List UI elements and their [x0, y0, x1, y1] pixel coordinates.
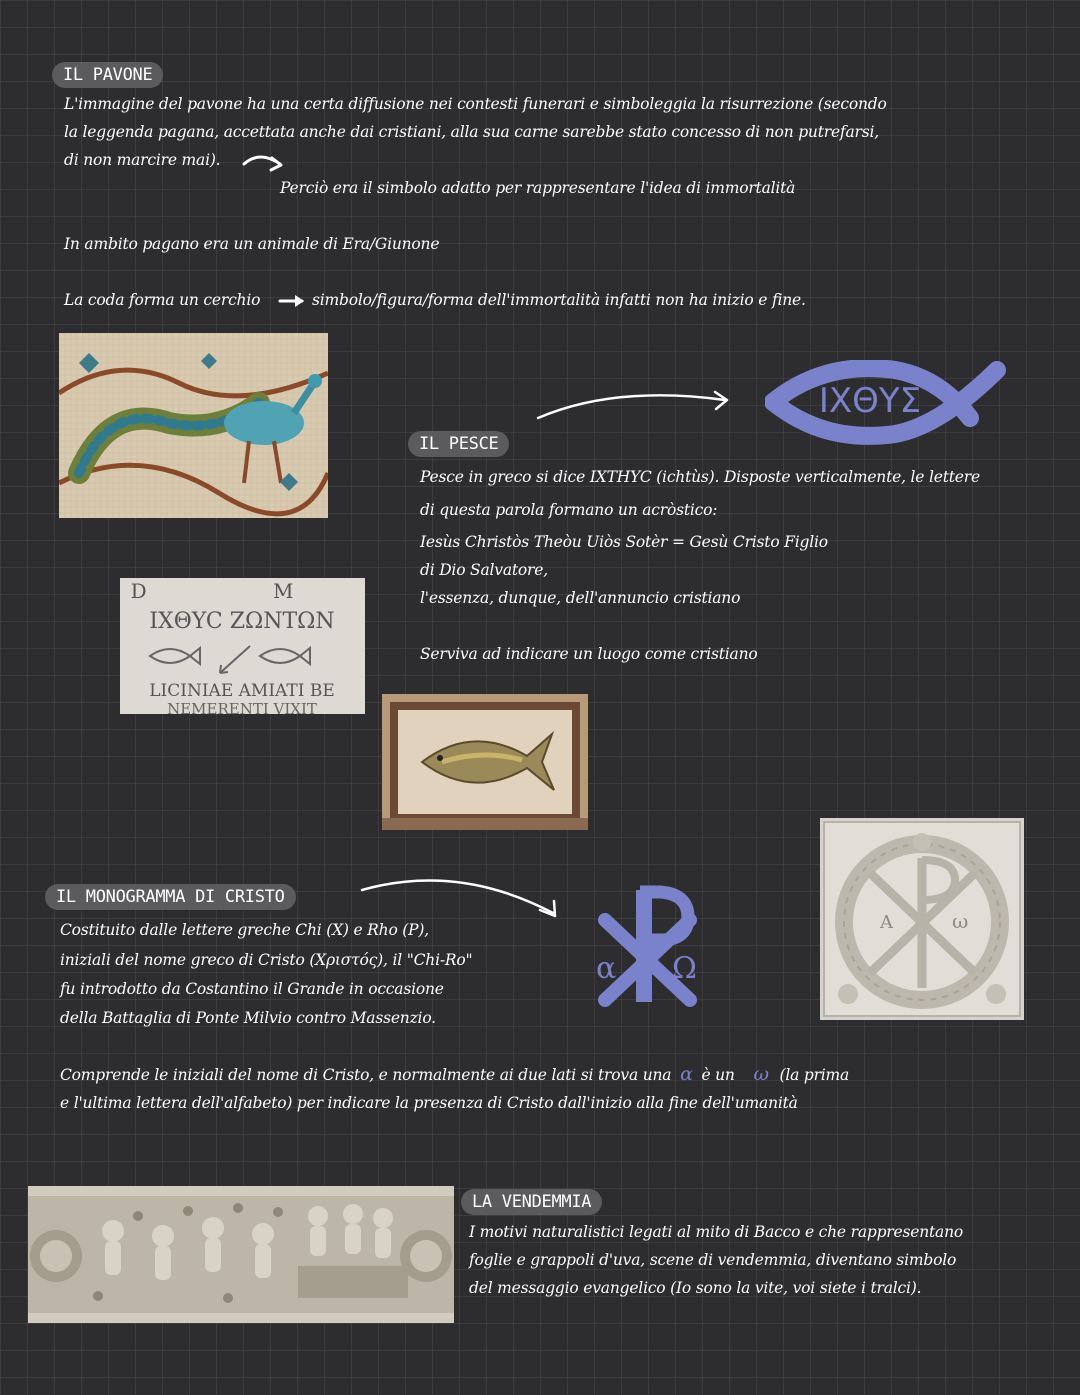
vendemmia-line-3: del messaggio evangelico (Io sono la vite, voi siete i tralci).: [469, 1279, 922, 1297]
inscription-line-latin-1: LICINIAE AMIATI BE: [149, 681, 335, 701]
curved-arrow-icon: [535, 380, 735, 425]
comprende-line-2: e l'ultima lettera dell'alfabeto) per indicare la presenza di Cristo dall'inizio alla fine dell'umanità: [60, 1094, 798, 1112]
comprende-text-b: è un: [701, 1066, 735, 1084]
pavone-pagan: In ambito pagano era un animale di Era/Giunone: [64, 235, 440, 253]
pesce-line-1: Pesce in greco si dice IXTHYC (ichtùs). Disposte verticalmente, le lettere: [420, 468, 980, 486]
pavone-line-1: L'immagine del pavone ha una certa diffusione nei contesti funerari e simboleggia la risurrezione (secondo: [64, 95, 887, 113]
chi-rho-icon: [580, 880, 715, 1010]
ichthys-logo-text: IXΘYΣ: [818, 381, 922, 421]
heading-pavone: IL PAVONE: [52, 62, 163, 88]
curved-arrow-icon: [240, 150, 286, 176]
pavone-tail-a: La coda forma un cerchio: [64, 291, 261, 309]
pavone-line-2: la leggenda pagana, accettata anche dai cristiani, alla sua carne sarebbe stato concesso di non putrefarsi,: [64, 123, 879, 141]
comprende-text-a: Comprende le iniziali del nome di Cristo, e normalmente ai due lati si trova una: [60, 1066, 672, 1084]
vendemmia-line-1: I motivi naturalistici legati al mito di Bacco e che rappresentano: [469, 1223, 963, 1241]
inscription-dm: D M: [130, 579, 354, 603]
comprende-omega-symbol: ω: [753, 1063, 769, 1085]
relief-alpha: A: [880, 912, 893, 933]
vendemmia-sarcophagus-image: [28, 1186, 454, 1323]
pavone-conclusion: Perciò era il simbolo adatto per rappresentare l'idea di immortalità: [280, 179, 796, 197]
monogramma-line-1: Costituito dalle lettere greche Chi (X) e Rho (P),: [60, 921, 429, 939]
arrow-right-icon: [278, 292, 308, 310]
heading-vendemmia: LA VENDEMMIA: [461, 1189, 602, 1215]
chi-rho-relief-image: [820, 818, 1024, 1020]
comprende-line-1: [60, 1060, 849, 1089]
inscription-line-greek: IXΘYC ZΩNTΩN: [149, 609, 335, 634]
alpha-symbol: α: [596, 951, 617, 986]
pavone-line-3: di non marcire mai).: [64, 151, 221, 169]
monogramma-line-3: fu introdotto da Costantino il Grande in occasione: [60, 980, 444, 998]
ichthys-inscription-image: [120, 578, 365, 714]
pesce-line-2: di questa parola formano un acròstico:: [420, 501, 718, 519]
pesce-line-3: Iesùs Christòs Theòu Uiòs Sotèr = Gesù Cristo Figlio: [420, 533, 828, 551]
pesce-line-5: l'essenza, dunque, dell'annuncio cristiano: [420, 589, 741, 607]
monogramma-line-4: della Battaglia di Ponte Milvio contro Massenzio.: [60, 1009, 436, 1027]
heading-monogramma: IL MONOGRAMMA DI CRISTO: [45, 884, 296, 910]
inscription-line-latin-2: NEMERENTI VIXIT: [167, 700, 317, 714]
heading-pesce: IL PESCE: [408, 431, 509, 457]
comprende-text-c: (la prima: [779, 1066, 850, 1084]
vendemmia-line-2: foglie e grappoli d'uva, scene di vendemmia, diventano simbolo: [469, 1251, 957, 1269]
relief-omega: ω: [952, 909, 969, 933]
pesce-use: Serviva ad indicare un luogo come cristiano: [420, 645, 758, 663]
peacock-mosaic-image: [59, 333, 328, 518]
curved-arrow-icon: [358, 868, 563, 923]
monogramma-line-2: iniziali del nome greco di Cristo (Χριστός), il "Chi-Ro": [60, 951, 473, 969]
pavone-tail-b: simbolo/figura/forma dell'immortalità infatti non ha inizio e fine.: [312, 291, 806, 309]
pesce-line-4: di Dio Salvatore,: [420, 561, 548, 579]
comprende-alpha-symbol: α: [680, 1063, 693, 1085]
fish-mosaic-image: [382, 694, 588, 830]
omega-symbol: Ω: [672, 951, 697, 986]
ichthys-fish-icon: [765, 360, 1010, 445]
